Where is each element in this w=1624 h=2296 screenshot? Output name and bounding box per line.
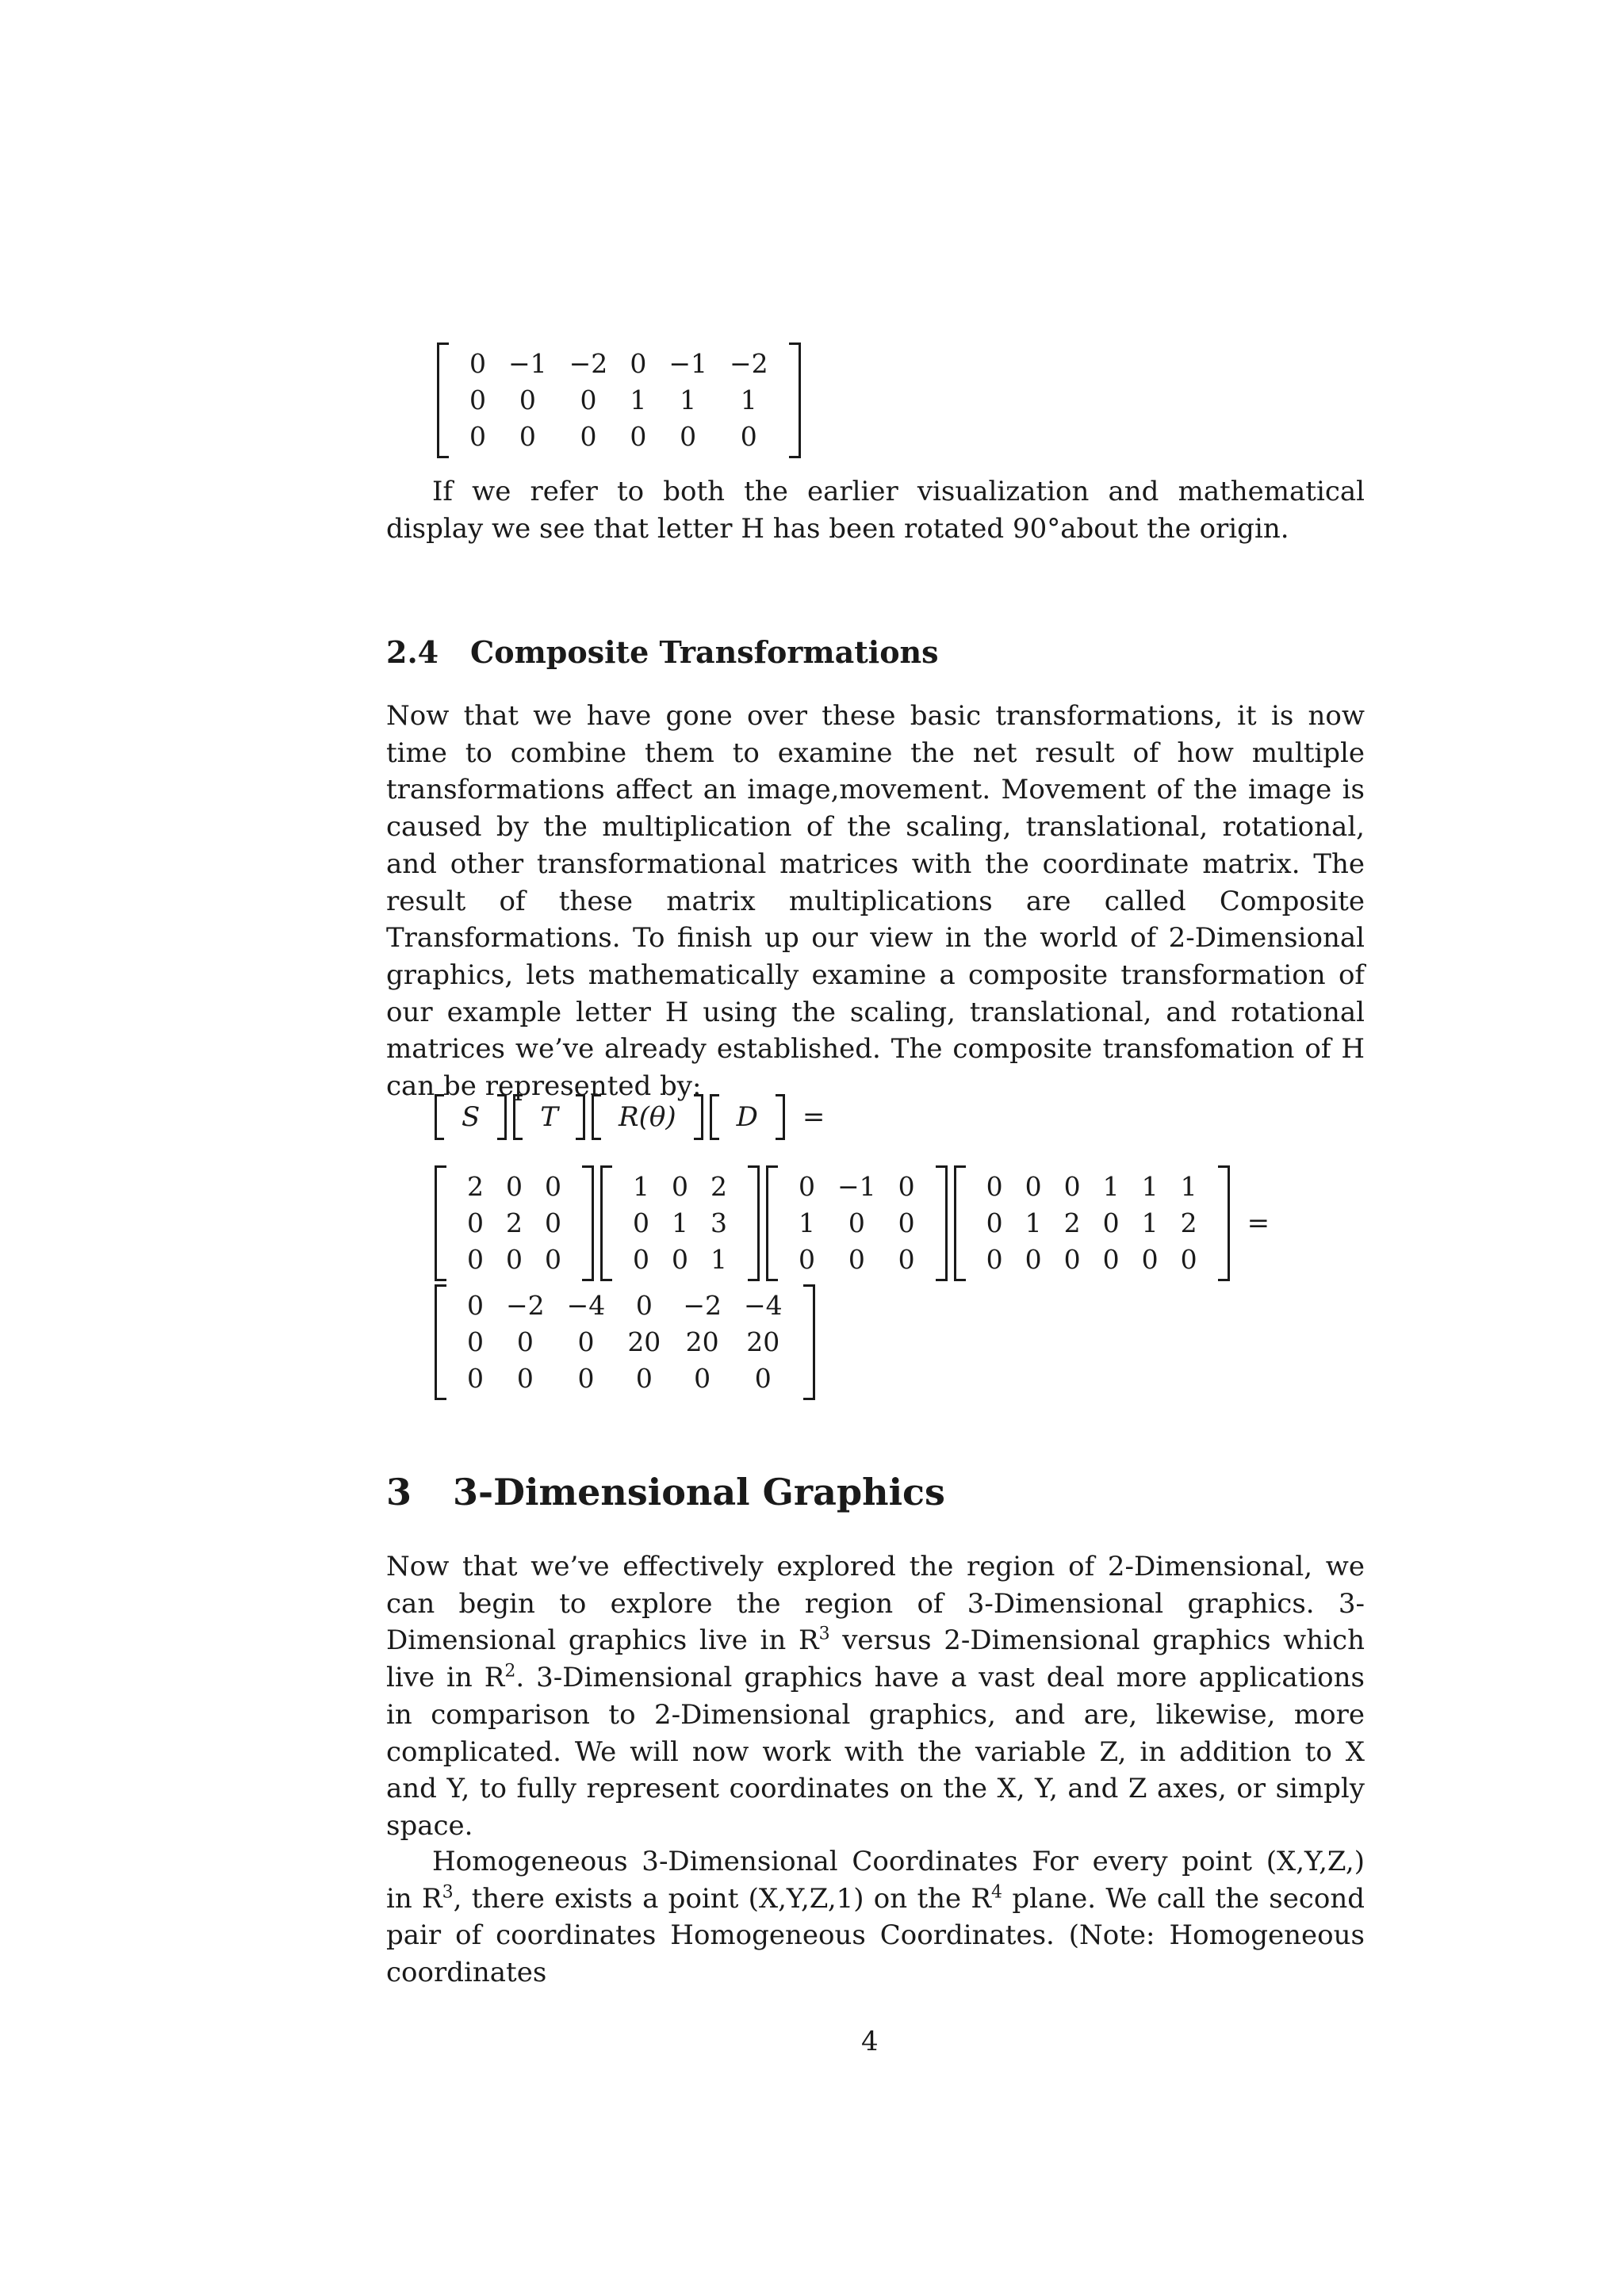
section-title: Composite Transformations <box>470 634 939 670</box>
matrix-cell: 0 <box>519 385 536 415</box>
matrix-cell: 0 <box>506 1244 523 1275</box>
matrix-cell: 0 <box>672 1171 688 1202</box>
matrix-cell: 0 <box>545 1171 561 1202</box>
matrix-row <box>622 1205 738 1242</box>
matrix-cell: −2 <box>506 1290 545 1321</box>
scaling-matrix <box>435 1165 594 1281</box>
matrix-cell: 0 <box>633 1207 649 1238</box>
matrix-cell: 0 <box>986 1207 1003 1238</box>
matrix-cells <box>622 1169 738 1278</box>
matrix-row <box>456 1324 794 1360</box>
symbol-label: T <box>540 1101 558 1133</box>
matrix-cell: 0 <box>467 1207 484 1238</box>
matrix-row <box>975 1242 1208 1278</box>
left-bracket <box>600 1165 612 1281</box>
matrix-cell: 0 <box>898 1244 915 1275</box>
matrix-cell: 0 <box>580 385 597 415</box>
rotation-matrix <box>766 1165 948 1281</box>
matrix-row <box>975 1205 1208 1242</box>
matrix-row <box>456 1242 573 1278</box>
matrix-cell: 1 <box>672 1207 688 1238</box>
matrix-cell: 1 <box>1141 1171 1159 1202</box>
matrix-cell: 0 <box>516 1326 534 1357</box>
right-bracket <box>694 1094 703 1140</box>
matrix-cells <box>787 1169 926 1278</box>
matrix-cell: 0 <box>1102 1207 1120 1238</box>
section-3-heading <box>386 1471 945 1513</box>
matrix-cell: 1 <box>740 385 757 415</box>
coordinate-matrix <box>954 1165 1230 1281</box>
matrix-cell: 0 <box>469 421 486 452</box>
matrix-cell: 0 <box>1141 1244 1159 1275</box>
symbol-label: D <box>736 1101 758 1133</box>
matrix-cell: 0 <box>577 1363 595 1394</box>
rotated-h-matrix <box>437 342 801 458</box>
matrix-cell: 0 <box>467 1244 484 1275</box>
result-matrix <box>435 1284 815 1400</box>
matrix-cell: −1 <box>508 348 547 379</box>
matrix-cell: 0 <box>577 1326 595 1357</box>
matrix-cell: 0 <box>986 1244 1003 1275</box>
matrix-cell: 0 <box>672 1244 688 1275</box>
matrix-row <box>787 1205 926 1242</box>
matrix-cell: −2 <box>569 348 608 379</box>
matrix-cell: 0 <box>799 1244 815 1275</box>
matrix-cell: 1 <box>1102 1171 1120 1202</box>
matrix-cell: 0 <box>630 421 647 452</box>
matrix-cell: 2 <box>1063 1207 1081 1238</box>
right-bracket <box>789 342 801 458</box>
matrix-cell: 1 <box>710 1244 727 1275</box>
matrix-cell: −2 <box>729 348 768 379</box>
matrix-cell: −1 <box>668 348 707 379</box>
matrix-cell: 1 <box>680 385 697 415</box>
section-number: 3 <box>386 1471 412 1513</box>
matrix-cell: 0 <box>848 1207 865 1238</box>
matrix-cell: 2 <box>506 1207 523 1238</box>
left-bracket <box>513 1094 523 1140</box>
matrix-cell: −4 <box>743 1290 783 1321</box>
text-run: plane. We call the second pair of coordinates Homogeneous Coordinates. (Note: Homogeneous coordinates <box>386 1882 1365 1989</box>
text-run: , there exists a point (X,Y,Z,1) on the R <box>453 1882 992 1915</box>
matrix-cell: 0 <box>986 1171 1003 1202</box>
matrix-cell: 0 <box>1102 1244 1120 1275</box>
matrix-row <box>622 1242 738 1278</box>
matrix-cell: 1 <box>633 1171 649 1202</box>
matrix-row <box>456 1360 794 1397</box>
matrix-cell: 1 <box>1141 1207 1159 1238</box>
rotation-paragraph: If we refer to both the earlier visualization and mathematical display we see that letter H has been rotated 90°about the origin. <box>386 476 1365 545</box>
symbolic-equation <box>435 1094 836 1140</box>
matrix-cell: 0 <box>506 1171 523 1202</box>
matrix-cell: 0 <box>1180 1244 1197 1275</box>
matrix-cell: 1 <box>630 385 647 415</box>
matrix-cell: 0 <box>680 421 697 452</box>
right-bracket <box>1218 1165 1230 1281</box>
text-run: Now that we’ve effectively explored the region of 2-Dimensional, we can begin to explore the region of 3-Dimensional graphics. 3-Dimensional graphics live in R <box>386 1551 1365 1657</box>
matrix-row <box>456 1205 573 1242</box>
section-title: 3-Dimensional Graphics <box>453 1471 945 1513</box>
matrix-row <box>622 1169 738 1205</box>
matrix-cell: 2 <box>710 1171 727 1202</box>
matrix-cell: 2 <box>1180 1207 1197 1238</box>
text-run: . 3-Dimensional graphics have a vast deal more applications in comparison to 2-Dimensional graphics, and are, likewise, more complicated. We will now work with the variable Z, in addition to X and Y, to fully represent coordinates on the X, Y, and Z axes, or simply space. <box>386 1662 1365 1842</box>
text-run: Homogeneous 3-Dimensional Coordinates For every point (X,Y,Z,) in R <box>386 1846 1365 1915</box>
matrix-row <box>787 1242 926 1278</box>
matrix-cell: 0 <box>469 348 486 379</box>
matrix-cell: 0 <box>1063 1171 1081 1202</box>
matrix-cell: 1 <box>1180 1171 1197 1202</box>
left-bracket <box>435 1094 444 1140</box>
matrix-cell: 0 <box>694 1363 711 1394</box>
symbol-label: R(θ) <box>618 1101 676 1133</box>
right-bracket <box>497 1094 507 1140</box>
matrix-row <box>456 1288 794 1324</box>
left-bracket <box>710 1094 719 1140</box>
composite-product-row <box>435 1165 1281 1281</box>
right-bracket <box>576 1094 585 1140</box>
matrix-cell: 0 <box>1025 1244 1042 1275</box>
superscript: 3 <box>442 1882 454 1903</box>
matrix-cell: 20 <box>627 1326 661 1357</box>
matrix-row <box>456 1169 573 1205</box>
symbol-t <box>513 1094 585 1140</box>
matrix-cell: 2 <box>467 1171 484 1202</box>
translation-matrix <box>600 1165 760 1281</box>
section-3-paragraph <box>386 1548 1365 1845</box>
matrix-cell: 0 <box>898 1207 915 1238</box>
matrix-cell: 0 <box>633 1244 649 1275</box>
matrix-cell: 0 <box>848 1244 865 1275</box>
matrix-cell: 0 <box>754 1363 772 1394</box>
matrix-cell: 0 <box>467 1326 484 1357</box>
matrix-cell: 3 <box>710 1207 727 1238</box>
page-number: 4 <box>861 2026 879 2057</box>
matrix-cell: 20 <box>746 1326 780 1357</box>
superscript: 2 <box>504 1661 516 1682</box>
symbol-s <box>435 1094 507 1140</box>
symbol-label: S <box>462 1101 481 1133</box>
matrix-cell: 0 <box>799 1171 815 1202</box>
matrix-cell: 0 <box>519 421 536 452</box>
matrix-cell: 0 <box>635 1363 653 1394</box>
right-bracket <box>582 1165 594 1281</box>
right-bracket <box>776 1094 785 1140</box>
matrix-row <box>458 346 779 382</box>
matrix-cell: 0 <box>580 421 597 452</box>
matrix-cell: 0 <box>467 1363 484 1394</box>
matrix-row <box>458 382 779 419</box>
equals-sign: = <box>1247 1207 1270 1239</box>
matrix-cell: 1 <box>799 1207 815 1238</box>
matrix-cells <box>458 346 779 455</box>
right-bracket <box>803 1284 815 1400</box>
matrix-cell: −2 <box>683 1290 722 1321</box>
symbol-r-theta <box>592 1094 703 1140</box>
right-bracket <box>748 1165 760 1281</box>
matrix-row <box>458 419 779 455</box>
matrix-cell: 0 <box>545 1207 561 1238</box>
matrix-row <box>975 1169 1208 1205</box>
matrix-cell: 0 <box>516 1363 534 1394</box>
matrix-cell: 0 <box>630 348 647 379</box>
superscript: 3 <box>818 1624 830 1645</box>
matrix-cells <box>456 1288 794 1397</box>
matrix-cell: −4 <box>566 1290 606 1321</box>
section-2-4-heading <box>386 634 939 670</box>
matrix-cell: 0 <box>1025 1171 1042 1202</box>
matrix-cells <box>975 1169 1208 1278</box>
left-bracket <box>435 1165 446 1281</box>
matrix-row <box>787 1169 926 1205</box>
right-bracket <box>936 1165 948 1281</box>
left-bracket <box>437 342 449 458</box>
matrix-cell: 1 <box>1025 1207 1042 1238</box>
matrix-cell: 20 <box>685 1326 719 1357</box>
matrix-cell: 0 <box>1063 1244 1081 1275</box>
matrix-cell: 0 <box>469 385 486 415</box>
superscript: 4 <box>991 1882 1003 1903</box>
homogeneous-paragraph <box>386 1843 1365 1992</box>
text-run: versus 2-Dimensional graphics which live in R <box>386 1624 1365 1694</box>
matrix-cell: 0 <box>635 1290 653 1321</box>
left-bracket <box>954 1165 966 1281</box>
symbol-d <box>710 1094 785 1140</box>
section-number: 2.4 <box>386 634 439 670</box>
composite-paragraph: Now that we have gone over these basic transformations, it is now time to combine them to examine the net result of how multiple transformations affect an image,movement. Movement of the image is caused by the multiplication of the scaling, translational, rotational, and other transformational matrices with the coordinate matrix. The result of these matrix multiplications are called Composite Transformations. To finish up our view in the world of 2-Dimensional graphics, lets mathematically examine a composite transformation of our example letter H using the scaling, translational, and rotational matrices we’ve already established. The composite transfomation of H can be represented by: <box>386 700 1365 1103</box>
equals-sign: = <box>802 1101 825 1133</box>
matrix-cells <box>456 1169 573 1278</box>
left-bracket <box>435 1284 446 1400</box>
matrix-cell: 0 <box>898 1171 915 1202</box>
matrix-cell: 0 <box>740 421 757 452</box>
left-bracket <box>766 1165 778 1281</box>
left-bracket <box>592 1094 601 1140</box>
matrix-cell: 0 <box>467 1290 484 1321</box>
matrix-cell: −1 <box>837 1171 876 1202</box>
matrix-cell: 0 <box>545 1244 561 1275</box>
